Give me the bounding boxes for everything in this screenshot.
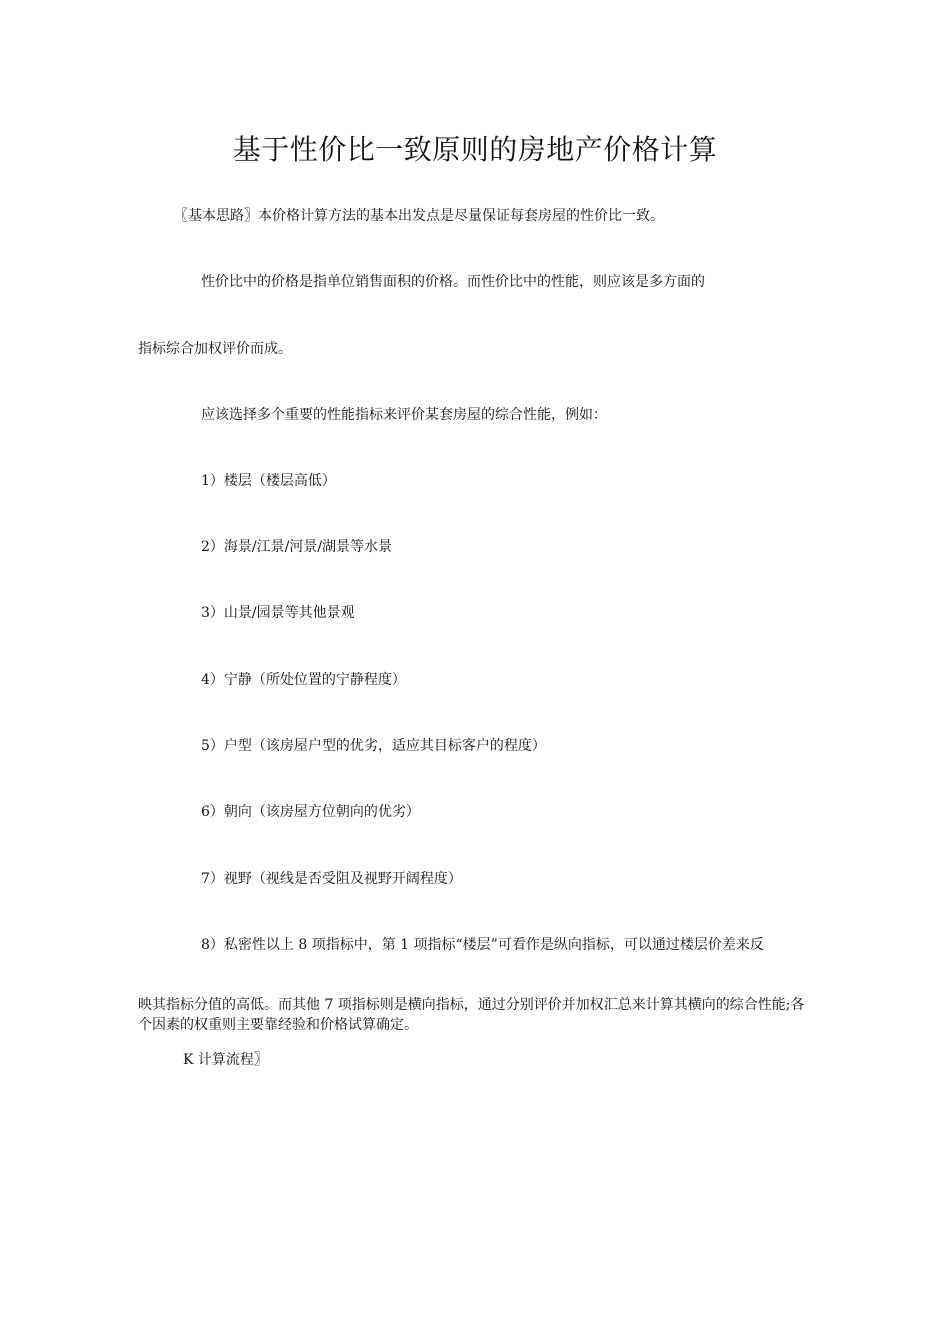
paragraph-price-line-2: 指标综合加权评价而成。: [138, 341, 292, 357]
list-item: 7）视野（视线是否受阻及视野开阔程度）: [201, 871, 462, 887]
list-item: 6）朝向（该房屋方位朝向的优劣）: [201, 804, 420, 820]
paragraph-price-line-1: 性价比中的价格是指单位销售面积的价格。而性价比中的性能，则应该是多方面的: [201, 274, 705, 290]
paragraph-indicators-intro: 应该选择多个重要的性能指标来评价某套房屋的综合性能，例如：: [201, 407, 607, 423]
intro-paragraph: 〖基本思路〗本价格计算方法的基本出发点是尽量保证每套房屋的性价比一致。: [174, 208, 664, 224]
list-item: 8）私密性以上 8 项指标中，第 1 项指标“楼层”可看作是纵向指标，可以通过楼层价差来反: [201, 937, 764, 953]
document-title: 基于性价比一致原则的房地产价格计算: [232, 133, 718, 166]
list-item: 1）楼层（楼层高低）: [201, 473, 336, 489]
list-item: 2）海景/江景/河景/湖景等水景: [201, 539, 393, 555]
list-item: 3）山景/园景等其他景观: [201, 605, 355, 621]
list-item: 4）宁静（所处位置的宁静程度）: [201, 672, 406, 688]
list-item: 5）户型（该房屋户型的优劣，适应其目标客户的程度）: [201, 738, 546, 754]
paragraph-indicator-explanation: 映其指标分值的高低。而其他 7 项指标则是横向指标，通过分别评价并加权汇总来计算其横向的综合性能;各个因素的权重则主要靠经验和价格试算确定。: [138, 997, 805, 1033]
section-heading: K 计算流程〗: [183, 1052, 268, 1068]
